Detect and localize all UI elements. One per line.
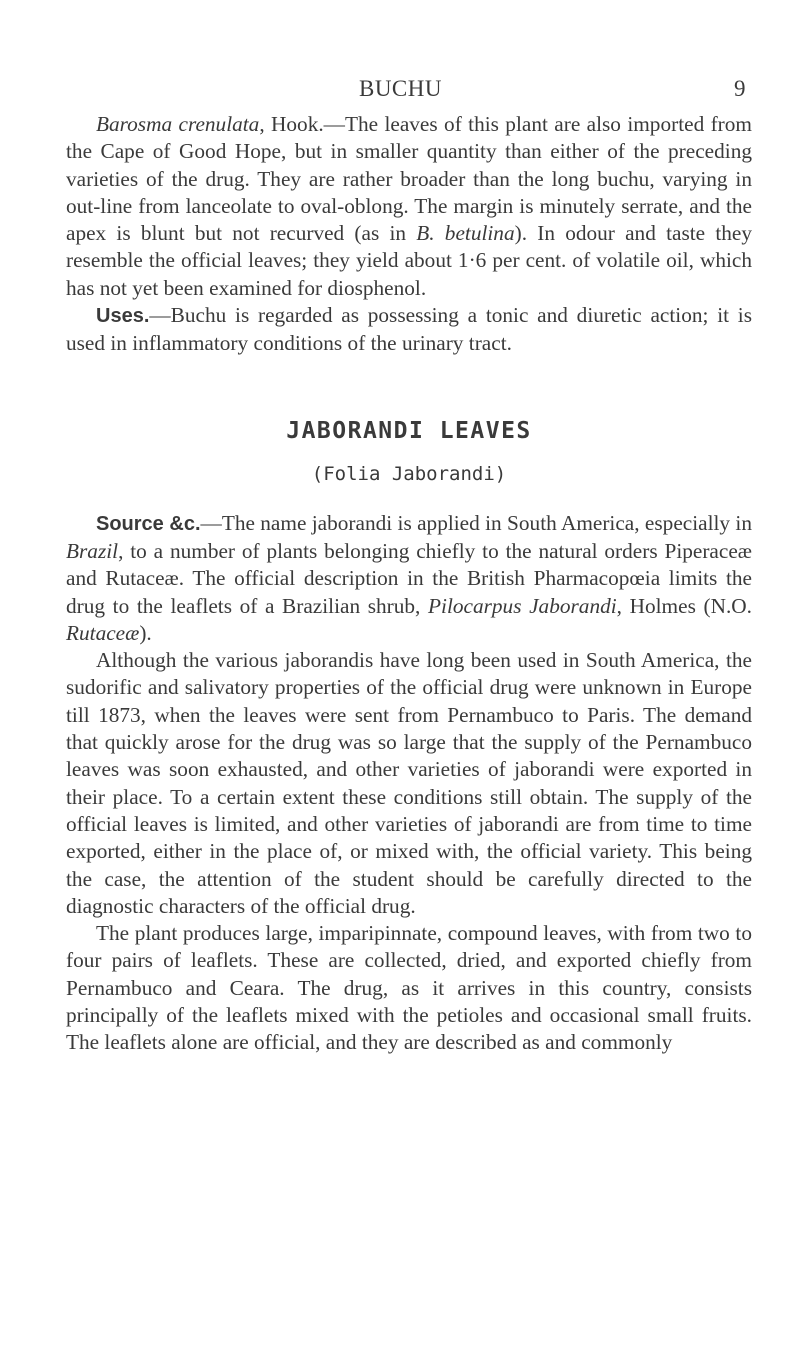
species-name: Pilocarpus Jaborandi	[428, 593, 617, 618]
paragraph-text: , Holmes (N.O.	[616, 593, 752, 618]
order-name: Rutaceæ	[66, 620, 140, 645]
paragraph-history: Although the various jaborandis have long been used in South America, the sudorific and salivatory properties of the official drug were unknown in Europe till 1873, when the leaves were sent from Pernambuco to Paris. The demand that quickly arose for the drug was so large that the supply of the Pernambuco leaves was soon exhausted, and other varieties of jaborandi were exported in their place. To a certain extent these conditions still obtain. The supply of the official leaves is limited, and other varieties of jaborandi are from time to time exported, either in the place of, or mixed with, the official variety. This being the case, the attention of the student should be carefully directed to the diagnostic characters of the official drug.	[66, 648, 752, 918]
page-body	[66, 111, 752, 1057]
run-in-heading-uses: Uses.	[96, 305, 150, 328]
paragraph-text: —The name jaborandi is applied in South America, especially in	[200, 510, 752, 535]
paragraph-text: , Hook.—The leaves of this plant are also imported from the Cape of Good Hope, but in smaller quantity than either of the preceding varieties of the drug. They are rather broader than the long buchu, varying in out-line from lanceolate to oval-oblong. The margin is minutely serrate, and the apex is blunt but not recurved (as in	[66, 112, 752, 246]
paragraph-text: ). In odour and taste they resemble the official leaves; they yield about 1·6 per cent. of volatile oil, which has not yet been examined for diosphenol.	[66, 221, 752, 300]
section-title: JABORANDI LEAVES	[286, 417, 532, 444]
running-head	[0, 76, 801, 116]
paragraph-source	[66, 510, 752, 647]
species-name: Barosma crenulata	[96, 112, 260, 136]
section-subtitle: (Folia Jaborandi)	[311, 462, 507, 485]
paragraph-uses	[66, 302, 752, 358]
species-name: B. betulina	[416, 221, 515, 246]
page-number: 9	[734, 76, 746, 101]
paragraph-text: —Buchu is regarded as possessing a tonic and diuretic action; it is used in inflammatory conditions of the urinary tract.	[66, 303, 752, 356]
place-name: Brazil	[66, 538, 119, 563]
paragraph-barosma-crenulata	[66, 111, 752, 302]
paragraph-text: ).	[139, 620, 152, 645]
running-head-title: BUCHU	[358, 76, 442, 101]
paragraph-text: , to a number of plants belonging chiefly to the natural orders Piperaceæ and Rutaceæ. The official description in the British Pharmacopœia limits the drug to the leaflets of a Brazilian shrub,	[66, 538, 752, 618]
paragraph-plant: The plant produces large, imparipinnate, compound leaves, with from two to four pairs of leaflets. These are collected, dried, and exported chiefly from Pernambuco and Ceara. The drug, as it arrives in this country, consists principally of the leaflets mixed with the petioles and occasional small fruits. The leaflets alone are official, and they are described as and commonly	[66, 921, 752, 1055]
run-in-heading-source: Source &c.	[96, 512, 201, 535]
